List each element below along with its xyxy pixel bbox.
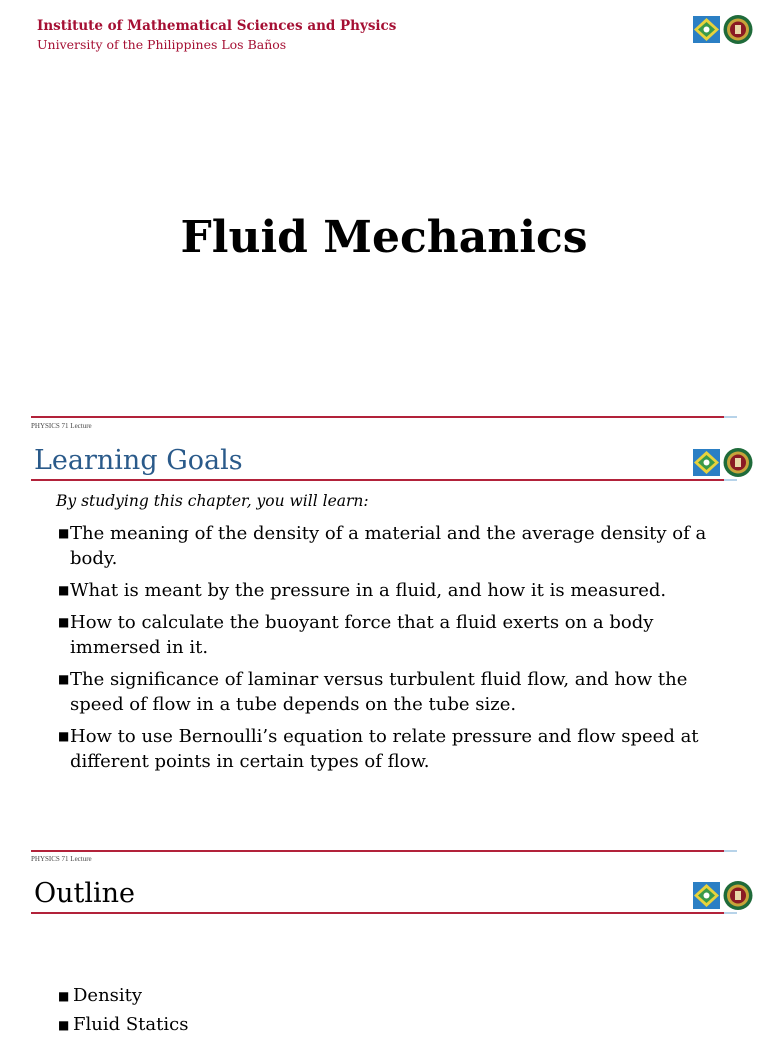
slide2-footer-label: PHYSICS 71 Lecture	[31, 422, 92, 430]
logo-group-slide2	[692, 447, 754, 479]
uplb-seal-logo	[724, 15, 753, 44]
list-item: ■ The meaning of the density of a material and the average density of a body.	[58, 523, 707, 569]
slide3-footer-label: PHYSICS 71 Lecture	[31, 855, 92, 863]
slide3-top-rule-accent	[724, 850, 737, 852]
slide2-top-rule-accent	[724, 416, 737, 418]
slide2-heading-rule-accent	[724, 479, 737, 481]
slide3-top-rule	[31, 850, 724, 852]
square-bullet-icon: ■	[58, 1018, 70, 1032]
uplb-seal-logo	[724, 448, 753, 477]
logo-group-slide1	[692, 14, 754, 46]
learning-goals-heading: Learning Goals	[34, 445, 243, 476]
imsp-logo	[693, 449, 720, 476]
university-name: University of the Philippines Los Baños	[37, 37, 287, 52]
slide3-heading-rule	[31, 912, 724, 914]
square-bullet-icon: ■	[58, 672, 70, 686]
imsp-logo	[693, 882, 720, 909]
imsp-logo	[693, 16, 720, 43]
presentation-title: Fluid Mechanics	[180, 212, 588, 263]
slide3-heading-rule-accent	[724, 912, 737, 914]
list-item: ■ The significance of laminar versus turbulent fluid flow, and how the speed of flow in a tube depends on the tube size.	[58, 669, 688, 715]
uplb-seal-logo	[724, 881, 753, 910]
list-item: ■ What is meant by the pressure in a fluid, and how it is measured.	[58, 580, 667, 601]
square-bullet-icon: ■	[58, 729, 70, 743]
square-bullet-icon: ■	[58, 615, 70, 629]
square-bullet-icon: ■	[58, 989, 70, 1003]
square-bullet-icon: ■	[58, 583, 70, 597]
outline-heading: Outline	[34, 878, 136, 909]
institute-name: Institute of Mathematical Sciences and Physics	[37, 18, 397, 34]
slide2-top-rule	[31, 416, 724, 418]
list-item: ■ How to calculate the buoyant force that a fluid exerts on a body immersed in it.	[58, 612, 654, 658]
learning-goals-intro: By studying this chapter, you will learn:	[56, 492, 369, 510]
learning-goals-list	[58, 521, 708, 781]
list-item: ■ Density	[58, 983, 188, 1009]
slide2-heading-rule	[31, 479, 724, 481]
logo-group-slide3	[692, 880, 754, 912]
outline-list	[58, 983, 188, 1041]
list-item: ■ Fluid Statics	[58, 1012, 188, 1038]
square-bullet-icon: ■	[58, 526, 70, 540]
list-item: ■ How to use Bernoulli’s equation to relate pressure and flow speed at different points in certain types of flow.	[58, 726, 699, 772]
